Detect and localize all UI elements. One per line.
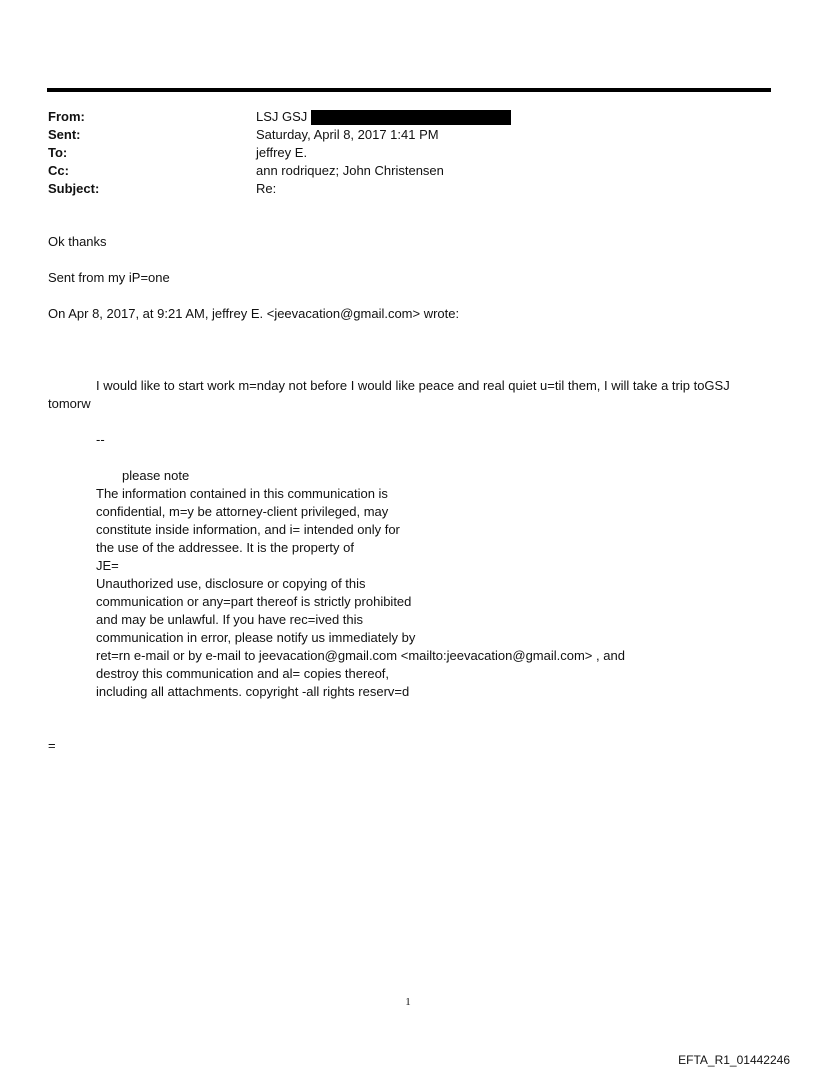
from-label: From: [48, 109, 85, 124]
disclaimer-line: confidential, m=y be attorney-client privileged, may [96, 504, 389, 519]
to-value: jeffrey E. [256, 145, 308, 160]
disclaimer-line: Unauthorized use, disclosure or copying of this [96, 576, 366, 591]
sent-label: Sent: [48, 127, 81, 142]
mobile-signature: Sent from my iP=one [48, 270, 170, 285]
disclaimer-line: JE= [96, 558, 119, 573]
cc-label: Cc: [48, 163, 69, 178]
disclaimer-block [96, 485, 736, 701]
quoted-message: I would like to start work m=nday not before I would like peace and real quiet u=til them, I will take a trip toGSJ tomorw [48, 378, 730, 411]
to-row [48, 144, 768, 162]
disclaimer-line: communication or any=part thereof is strictly prohibited [96, 594, 412, 609]
cc-row [48, 162, 768, 180]
cc-value: ann rodriquez; John Christensen [256, 163, 444, 178]
to-label: To: [48, 145, 68, 160]
from-value-wrap [256, 108, 768, 126]
disclaimer-line: the use of the addressee. It is the property of [96, 540, 354, 555]
redaction-bar [311, 110, 511, 125]
signature-separator: -- [96, 432, 105, 447]
disclaimer-line: including all attachments. copyright -all rights reserv=d [96, 684, 410, 699]
from-row [48, 108, 768, 126]
quote-intro: On Apr 8, 2017, at 9:21 AM, jeffrey E. <jeevacation@gmail.com> wrote: [48, 306, 460, 321]
disclaimer-line: The information contained in this communication is [96, 486, 388, 501]
disclaimer-line: ret=rn e-mail or by e-mail to jeevacation@gmail.com <mailto:jeevacation@gmail.com> , and [96, 648, 625, 663]
document-id: EFTA_R1_01442246 [678, 1053, 790, 1067]
trailing-equals: = [48, 738, 56, 753]
disclaimer-line: and may be unlawful. If you have rec=ived this [96, 612, 364, 627]
header-rule [47, 88, 771, 92]
from-value: LSJ GSJ [256, 109, 308, 124]
subject-label: Subject: [48, 181, 100, 196]
sent-row [48, 126, 768, 144]
sent-value: Saturday, April 8, 2017 1:41 PM [256, 127, 439, 142]
email-header [48, 108, 768, 198]
subject-value: Re: [256, 181, 277, 196]
disclaimer-line: communication in error, please notify us immediately by [96, 630, 416, 645]
page-number: 1 [405, 996, 411, 1008]
reply-text: Ok thanks [48, 234, 107, 249]
disclaimer-line: destroy this communication and al= copies thereof, [96, 666, 390, 681]
subject-row [48, 180, 768, 198]
disclaimer-line: constitute inside information, and i= intended only for [96, 522, 400, 537]
note-heading: please note [122, 468, 190, 483]
